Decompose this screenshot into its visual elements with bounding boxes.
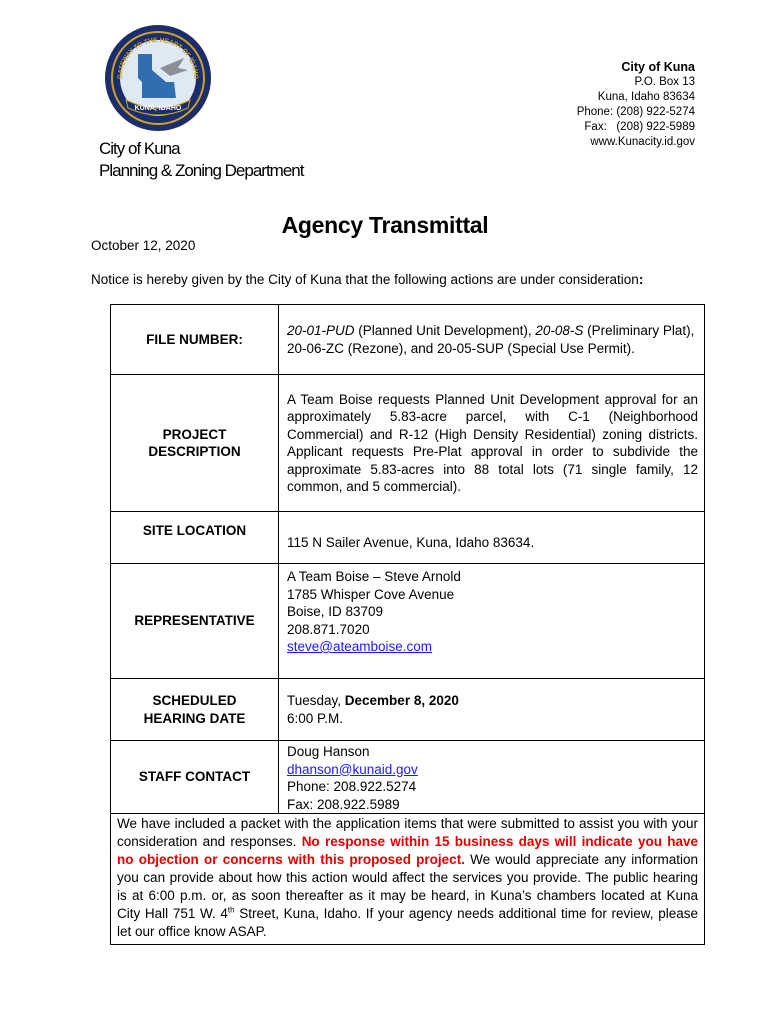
project-label-line2: DESCRIPTION <box>148 444 241 459</box>
department-city: City of Kuna <box>99 139 180 158</box>
staff-name: Doug Hanson <box>287 744 370 759</box>
file-number-label: FILE NUMBER: <box>111 305 279 375</box>
footer-warning: No response within 15 business days will indicate you have no objection or concerns with this proposed project. <box>117 834 698 867</box>
rep-city: Boise, ID 83709 <box>287 604 384 619</box>
notice-colon: : <box>638 272 644 287</box>
footer-note <box>111 814 705 945</box>
hearing-time: 6:00 P.M. <box>287 710 344 726</box>
seal-bottom-text: KUNA, IDAHO <box>134 105 182 112</box>
hearing-label-line2: HEARING DATE <box>143 710 246 726</box>
footer-part3: Street, Kuna, Idaho. If your agency needs additional time for review, please let our office know ASAP. <box>117 906 698 939</box>
footer-part1: We have included a packet with the application items that were submitted to assist you with your consideration and responses. <box>117 816 698 849</box>
address-phone: Phone: (208) 922-5274 <box>576 106 695 118</box>
rep-street: 1785 Whisper Cove Avenue <box>287 586 455 602</box>
city-seal-logo <box>104 24 212 132</box>
representative-value <box>279 564 705 679</box>
table-row <box>111 375 705 512</box>
site-location-value: 115 N Sailer Avenue, Kuna, Idaho 83634. <box>279 512 705 564</box>
project-description-label <box>111 375 279 512</box>
staff-fax-value: : 208.922.5989 <box>309 796 400 812</box>
table-row <box>111 679 705 741</box>
site-location-label: SITE LOCATION <box>111 512 279 564</box>
transmittal-table <box>110 304 705 945</box>
staff-phone-label: Phone <box>287 779 327 794</box>
address-po-box: P.O. Box 13 <box>634 76 695 88</box>
notice-text <box>91 272 643 287</box>
page-title: Agency Transmittal <box>281 212 489 238</box>
rep-email-link[interactable]: steve@ateamboise.com <box>287 639 433 654</box>
file-pud-number: 20-01-PUD <box>287 323 355 338</box>
table-row <box>111 305 705 375</box>
project-description-value: A Team Boise requests Planned Unit Development approval for an approximately 5.83-acre parcel, with C-1 (Neighborhood Commercial) and R-12 (High Density Residential) zoning districts. Applicant requests Pre-Plat approval in order to subdivide the approximate 5.83-acres into 88 total lots (71 single family, 12 common, and 5 commercial). <box>279 375 705 512</box>
staff-email-link[interactable]: dhanson@kunaid.gov <box>287 761 418 777</box>
address-website: www.Kunacity.id.gov <box>590 136 695 148</box>
project-label-line1: PROJECT <box>162 426 227 442</box>
representative-label: REPRESENTATIVE <box>111 564 279 679</box>
hearing-date-value <box>279 679 705 741</box>
file-rest: (Preliminary Plat), 20-06-ZC (Rezone), and 20-05-SUP (Special Use Permit). <box>287 323 695 356</box>
staff-contact-value <box>279 741 705 814</box>
seal-top-text: GATEWAY TO THE HEART OF IDAHO <box>116 36 200 80</box>
rep-name: A Team Boise – Steve Arnold <box>287 569 461 584</box>
hearing-date: December 8, 2020 <box>344 693 459 708</box>
address-block <box>577 60 695 150</box>
address-city-state-zip: Kuna, Idaho 83634 <box>597 91 695 103</box>
table-row <box>111 814 705 945</box>
staff-phone-value: : 208.922.5274 <box>326 779 417 794</box>
rep-phone: 208.871.7020 <box>287 621 370 637</box>
address-fax: Fax: (208) 922-5989 <box>584 121 695 133</box>
table-row <box>111 512 705 564</box>
footer-sup: th <box>227 905 235 915</box>
hearing-day: Tuesday, <box>287 693 345 708</box>
hearing-label-line1: SCHEDULED <box>152 693 237 708</box>
hearing-date-label <box>111 679 279 741</box>
file-pud-desc: (Planned Unit Development), <box>354 323 536 338</box>
file-number-value <box>279 305 705 375</box>
staff-contact-label: STAFF CONTACT <box>111 741 279 814</box>
department-block <box>99 138 303 182</box>
staff-fax-label: Fax <box>287 796 310 812</box>
table-row <box>111 741 705 814</box>
footer-part2: We would appreciate any information you can provide about how this action would affect the services you provide. The public hearing is at 6:00 p.m. or, as soon thereafter as it may be heard, in Kuna’s chambers located at Kuna City Hall 751 W. 4 <box>117 852 698 921</box>
department-name: Planning & Zoning Department <box>99 161 304 180</box>
notice-body: Notice is hereby given by the City of Kuna that the following actions are under consideration <box>91 272 639 287</box>
document-date: October 12, 2020 <box>91 238 196 253</box>
address-city: City of Kuna <box>621 60 695 74</box>
file-plat-number: 20-08-S <box>535 323 584 338</box>
table-row <box>111 564 705 679</box>
